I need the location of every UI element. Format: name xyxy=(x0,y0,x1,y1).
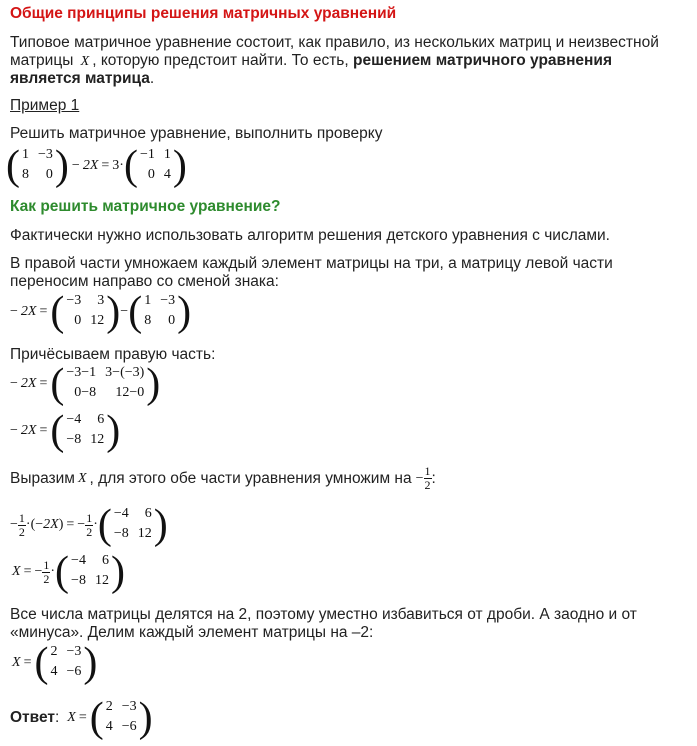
matrix-cell: 0−8 xyxy=(74,385,97,400)
term-x: X xyxy=(67,710,76,725)
equation-step-4 xyxy=(10,408,121,454)
matrix-E xyxy=(55,549,125,595)
intro-line-1: Типовое матричное уравнение состоит, как правило, из нескольких матриц и неизвестной xyxy=(10,34,659,51)
matrix-bracket-left: ( xyxy=(55,549,70,595)
matrix-E xyxy=(50,408,121,454)
matrix-cell: −4 xyxy=(66,412,82,427)
matrix-cell: −6 xyxy=(66,664,82,679)
matrix-cell: 12 xyxy=(94,573,109,588)
matrix-cell: 8 xyxy=(22,167,29,182)
matrix-bracket-left: ( xyxy=(50,289,65,335)
op-equals: = xyxy=(23,655,32,670)
op-equals: = xyxy=(23,564,32,579)
matrix-bracket-right: ) xyxy=(172,143,187,189)
matrix-A xyxy=(128,289,192,335)
op-equals: = xyxy=(66,517,75,532)
op-minus: − xyxy=(10,376,18,391)
matrix-cell: −8 xyxy=(113,526,129,541)
matrix-cell: −3 xyxy=(38,147,53,162)
op-dot: · xyxy=(93,517,98,532)
fraction-den: 2 xyxy=(43,571,50,586)
matrix-A xyxy=(6,143,69,189)
matrix-cell: −3 xyxy=(160,293,176,308)
paragraph-2-line-2: переносим направо со сменой знака: xyxy=(10,273,279,290)
answer xyxy=(10,695,153,741)
section-subtitle: Как решить матричное уравнение? xyxy=(10,198,281,215)
matrix-cell: 0 xyxy=(45,167,53,182)
paragraph-1: Фактически нужно использовать алгоритм решения детского уравнения с числами. xyxy=(10,227,610,244)
matrix-bracket-right: ) xyxy=(54,143,69,189)
fraction-half xyxy=(424,465,432,492)
page-title: Общие принципы решения матричных уравнений xyxy=(10,5,397,22)
matrix-C xyxy=(50,289,121,335)
matrix-bracket-left: ( xyxy=(6,143,20,189)
fraction-den: 2 xyxy=(86,524,93,539)
equation-initial xyxy=(6,143,187,189)
matrix-cell: 2 xyxy=(50,644,58,659)
matrix-cell: 8 xyxy=(144,313,152,328)
op-minus: − xyxy=(77,517,86,532)
equation-step-5 xyxy=(10,502,168,548)
matrix-bracket-left: ( xyxy=(50,408,65,454)
matrix-cell: 4 xyxy=(163,167,171,182)
matrix-cell: 0 xyxy=(168,313,176,328)
matrix-body xyxy=(64,293,106,331)
matrix-bracket-left: ( xyxy=(123,143,138,189)
matrix-bracket-right: ) xyxy=(138,695,153,741)
var-x: X xyxy=(77,470,87,486)
fraction-half xyxy=(42,559,50,586)
matrix-B xyxy=(123,143,187,189)
matrix-cell: 12 xyxy=(137,526,152,541)
matrix-bracket-right: ) xyxy=(106,408,121,454)
equation-step-7 xyxy=(12,640,98,686)
paragraph-3: Причёсываем правую часть: xyxy=(10,346,216,363)
op-dot: · xyxy=(50,564,56,579)
matrix-E xyxy=(97,502,168,548)
fraction-num: 1 xyxy=(43,557,50,572)
matrix-bracket-left: ( xyxy=(34,640,49,686)
matrix-cell: 1 xyxy=(144,293,152,308)
intro-bold-b: является матрица xyxy=(10,70,150,87)
op-minus: − xyxy=(34,564,43,579)
matrix-cell: −1 xyxy=(139,147,155,162)
op-minus: − xyxy=(10,517,18,532)
matrix-cell: 0 xyxy=(74,313,82,328)
answer-colon: : xyxy=(54,709,60,726)
term-2x: 2X xyxy=(20,304,37,319)
matrix-cell: −8 xyxy=(71,573,86,588)
fraction-num: 1 xyxy=(424,464,431,478)
intro-period: . xyxy=(149,70,155,87)
fraction-half xyxy=(18,512,26,539)
matrix-bracket-right: ) xyxy=(146,361,161,407)
fraction-num: 1 xyxy=(18,510,25,525)
matrix-body xyxy=(138,147,173,185)
equation-step-6 xyxy=(12,549,125,595)
matrix-bracket-right: ) xyxy=(153,502,168,548)
matrix-cell: −3 xyxy=(121,699,137,714)
matrix-cell: −8 xyxy=(66,432,82,447)
intro-text-a: матрицы xyxy=(10,52,74,69)
matrix-cell: 1 xyxy=(163,147,171,162)
matrix-cell: 4 xyxy=(50,664,58,679)
matrix-cell: 3 xyxy=(97,293,105,308)
fraction-den: 2 xyxy=(18,524,25,539)
paragraph-5-line-2: «минуса». Делим каждый элемент матрицы на –2: xyxy=(10,624,374,641)
matrix-body xyxy=(48,644,83,682)
matrix-F xyxy=(89,695,153,741)
matrix-body xyxy=(69,553,111,591)
op-dot: · xyxy=(25,517,31,532)
answer-label: Ответ xyxy=(10,709,55,726)
matrix-cell: −3 xyxy=(66,293,82,308)
matrix-body xyxy=(64,365,146,403)
matrix-cell: 4 xyxy=(105,719,113,734)
matrix-cell: 12 xyxy=(90,313,105,328)
matrix-D xyxy=(50,361,161,407)
matrix-cell: 0 xyxy=(147,167,155,182)
matrix-bracket-right: ) xyxy=(110,549,125,595)
op-minus: − xyxy=(71,158,80,173)
matrix-cell: 1 xyxy=(22,147,29,162)
paragraph-4-colon: : xyxy=(431,469,436,487)
matrix-cell: 12−0 xyxy=(115,385,145,400)
op-equals: = xyxy=(78,710,87,725)
fraction-num: 1 xyxy=(86,510,93,525)
op-minus: − xyxy=(35,517,44,532)
var-x: X xyxy=(80,54,90,69)
matrix-cell: 2 xyxy=(105,699,113,714)
intro-text-b: , которую предстоит найти. То есть, xyxy=(92,52,349,69)
op-minus: − xyxy=(10,304,18,319)
term-2x: 2X xyxy=(82,158,99,173)
paragraph-4-text-b: , для этого обе части уравнения умножим на xyxy=(89,469,412,487)
matrix-bracket-left: ( xyxy=(50,361,65,407)
op-equals: = xyxy=(39,304,48,319)
paren-open: ( xyxy=(30,517,36,532)
matrix-bracket-right: ) xyxy=(106,289,121,335)
paragraph-2-line-1: В правой части умножаем каждый элемент матрицы на три, а матрицу левой части xyxy=(10,255,613,272)
intro-line-3 xyxy=(10,68,154,90)
matrix-body xyxy=(142,293,177,331)
matrix-cell: 6 xyxy=(144,506,152,521)
term-2x: 2X xyxy=(43,517,59,532)
coef-3: 3 xyxy=(112,158,120,173)
matrix-bracket-right: ) xyxy=(177,289,192,335)
term-x: X xyxy=(12,564,21,579)
matrix-cell: −4 xyxy=(113,506,129,521)
op-minus: − xyxy=(120,304,129,319)
paragraph-4-text-a: Выразим xyxy=(10,469,75,487)
matrix-bracket-left: ( xyxy=(128,289,143,335)
matrix-cell: 6 xyxy=(101,553,109,568)
matrix-cell: −3−1 xyxy=(66,365,97,380)
matrix-bracket-left: ( xyxy=(89,695,104,741)
matrix-cell: −4 xyxy=(71,553,86,568)
paragraph-4 xyxy=(10,465,436,492)
fraction-den: 2 xyxy=(424,478,431,492)
fraction-half xyxy=(85,512,93,539)
matrix-cell: 12 xyxy=(90,432,105,447)
matrix-cell: 3−(−3) xyxy=(105,365,145,380)
example-label: Пример 1 xyxy=(10,97,80,114)
matrix-bracket-left: ( xyxy=(97,502,112,548)
equation-step-3 xyxy=(10,361,161,407)
term-x: X xyxy=(12,655,21,670)
op-dot: · xyxy=(119,158,124,173)
intro-bold-a: решением матричного уравнения xyxy=(353,52,612,69)
op-equals: = xyxy=(39,423,48,438)
term-2x: 2X xyxy=(20,423,37,438)
paren-close: ) xyxy=(58,517,64,532)
paragraph-5-line-1: Все числа матрицы делятся на 2, поэтому уместно избавиться от дроби. А заодно и от xyxy=(10,606,637,623)
matrix-body xyxy=(64,412,106,450)
matrix-cell: −6 xyxy=(121,719,137,734)
op-minus: − xyxy=(10,423,18,438)
op-minus: − xyxy=(415,470,424,486)
op-equals: = xyxy=(39,376,48,391)
matrix-body xyxy=(112,506,154,544)
matrix-cell: −3 xyxy=(66,644,82,659)
matrix-body xyxy=(20,147,55,185)
matrix-bracket-right: ) xyxy=(83,640,98,686)
matrix-cell: 6 xyxy=(97,412,105,427)
example-task: Решить матричное уравнение, выполнить проверку xyxy=(10,125,383,142)
matrix-F xyxy=(34,640,98,686)
op-equals: = xyxy=(101,158,110,173)
term-2x: 2X xyxy=(20,376,37,391)
matrix-body xyxy=(104,699,139,737)
equation-step-2 xyxy=(10,289,192,335)
